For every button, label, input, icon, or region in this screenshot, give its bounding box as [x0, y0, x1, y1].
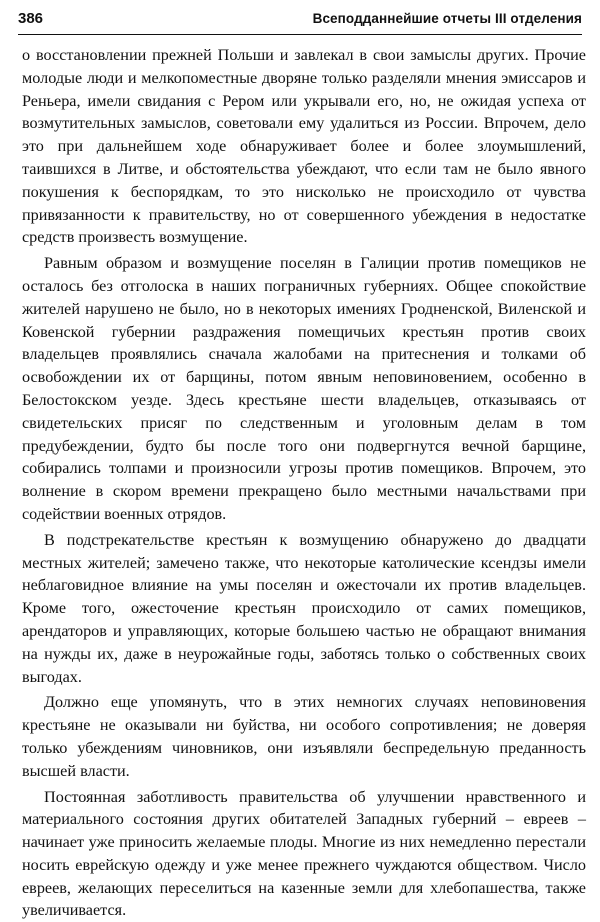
running-title: Всеподданнейшие отчеты III отделения: [313, 11, 582, 26]
paragraph-2: Равным образом и возмущение поселян в Галиции против помещиков не осталось без отголоска в наших пограничных губерниях. Общее спокойствие жителей нарушено не было, но в некоторых имениях Гродненской, Виленской и Ковенской губернии раздражения помещичьих крестьян против своих владельцев проявлялись сначала жалобами на притеснения и толками об освобождении их от барщины, потом явным неповиновением, особенно в Белостокском уезде. Здесь крестьяне шести владельцев, отказываясь от свидетельских присяг по следственным и уголовным делам в том предубеждении, будто бы после того они подвергнутся вечной барщине, собирались толпами и произносили угрозы против помещиков. Впрочем, это волнение в скором времени прекращено было местными начальствами при содействии военных отрядов.: [22, 252, 586, 526]
paragraph-5: Постоянная заботливость правительства об улучшении нравственного и материального состояния других обитателей Западных губерний – евреев – начинает уже приносить желаемые плоды. Многие из них немедленно перестали носить еврейскую одежду и уже менее прежнего чуждаются обществом. Число евреев, желающих переселиться на казенные земли для хлебопашества, также увеличивается.: [22, 786, 586, 922]
paragraph-1: о восстановлении прежней Польши и завлекал в свои замыслы других. Прочие молодые люди и мелкопоместные дворяне только разделяли мнения эмиссаров и Реньера, имели свидания с Рером или укрывали его, но, не ожидая успеха от возмутительных замыслов, советовали ему удалиться из России. Впрочем, дело это при дальнейшем ходе обнаруживает более и более злоумышлений, таившихся в Литве, и обстоятельства убеждают, что если там не было явного покушения к беспорядкам, то это нисколько не происходило от чувства привязанности к правительству, но от совершенного убеждения в недостатке средств произвесть возмущение.: [22, 44, 586, 249]
paragraph-3: В подстрекательстве крестьян к возмущению обнаружено до двадцати местных жителей; замечено также, что некоторые католические ксендзы имели неблаговидное влияние на умы поселян и ожесточали их против владельцев. Кроме того, ожесточение крестьян происходило от самих помещиков, арендаторов и управляющих, которые большею частью не обращают внимания на нужды их, даже в неурожайные годы, заботясь только о собственных своих выгодах.: [22, 529, 586, 689]
page-header: [18, 8, 582, 35]
paragraph-4: Должно еще упомянуть, что в этих немногих случаях неповиновения крестьяне не оказывали ни буйства, ни особого сопротивления; не доверяя только убеждениям чиновников, они изъявляли беспредельную преданность высшей власти.: [22, 691, 586, 782]
page-number: 386: [18, 10, 43, 27]
body-text: [22, 44, 586, 922]
